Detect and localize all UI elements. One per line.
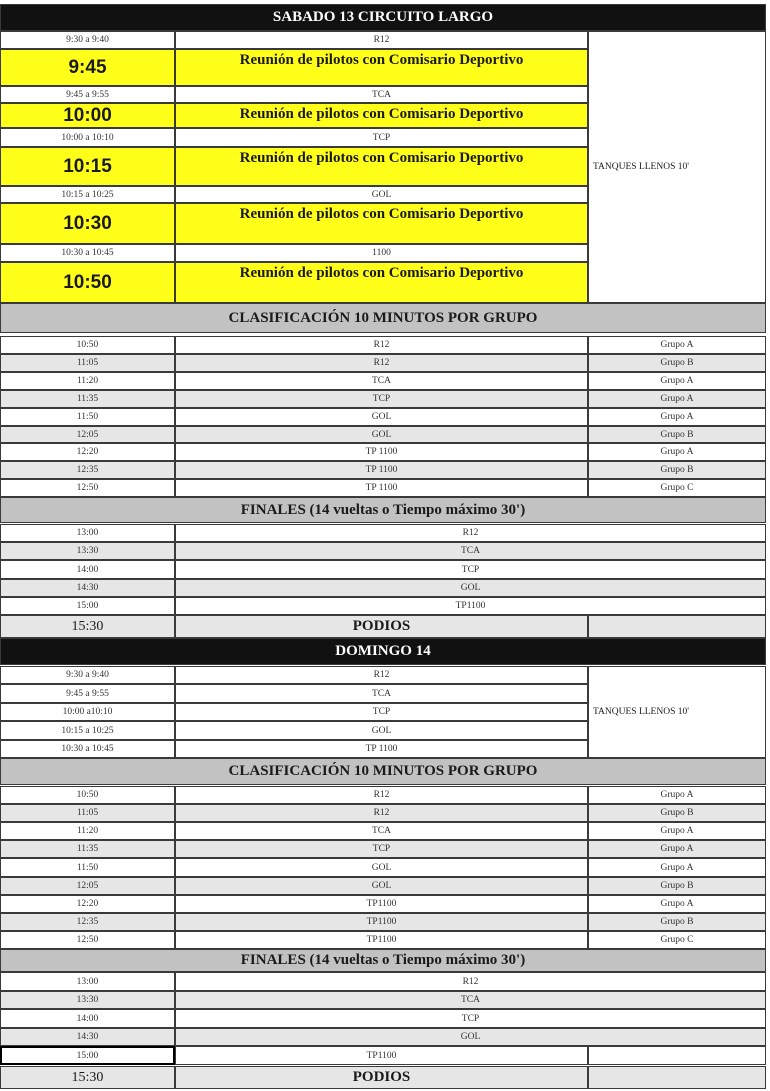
qualifying-group: Grupo A <box>588 895 766 913</box>
qualifying-group: Grupo B <box>588 426 766 443</box>
finals-category: TCP <box>175 560 766 579</box>
finals-time: 13:30 <box>0 542 175 560</box>
qualifying-category: GOL <box>175 877 588 895</box>
qualifying-group: Grupo A <box>588 840 766 858</box>
qualifying-time: 11:20 <box>0 372 175 390</box>
qualifying-group: Grupo B <box>588 354 766 372</box>
finals-header: FINALES (14 vueltas o Tiempo máximo 30') <box>0 949 766 972</box>
finals-category: GOL <box>175 1028 766 1046</box>
qualifying-time: 11:05 <box>0 354 175 372</box>
finals-category: TCA <box>175 542 766 560</box>
practice-category: R12 <box>175 31 588 49</box>
practice-time: 10:30 a 10:45 <box>0 244 175 262</box>
briefing-time: 10:50 <box>0 262 175 303</box>
practice-category: TCP <box>175 128 588 147</box>
practice-category: TCP <box>175 703 588 721</box>
briefing-label: Reunión de pilotos con Comisario Deportivo <box>175 147 588 186</box>
podium-time: 15:30 <box>0 1066 175 1089</box>
qualifying-category: GOL <box>175 426 588 443</box>
practice-time: 9:45 a 9:55 <box>0 86 175 103</box>
qualifying-group: Grupo A <box>588 336 766 354</box>
practice-time: 9:30 a 9:40 <box>0 31 175 49</box>
qualifying-time: 12:35 <box>0 913 175 931</box>
qualifying-time: 12:50 <box>0 931 175 949</box>
briefing-label: Reunión de pilotos con Comisario Deportivo <box>175 262 588 303</box>
qualifying-time: 12:20 <box>0 895 175 913</box>
finals-category: GOL <box>175 579 766 597</box>
qualifying-group: Grupo C <box>588 931 766 949</box>
qualifying-time: 12:20 <box>0 443 175 461</box>
qualifying-header: CLASIFICACIÓN 10 MINUTOS POR GRUPO <box>0 758 766 785</box>
qualifying-time: 11:05 <box>0 804 175 822</box>
qualifying-time: 11:35 <box>0 840 175 858</box>
qualifying-time: 12:35 <box>0 461 175 479</box>
qualifying-group: Grupo A <box>588 858 766 877</box>
qualifying-category: R12 <box>175 804 588 822</box>
practice-time: 9:45 a 9:55 <box>0 684 175 703</box>
podium-empty <box>588 1066 766 1089</box>
podium-label: PODIOS <box>175 1066 588 1089</box>
qualifying-group: Grupo B <box>588 804 766 822</box>
briefing-label: Reunión de pilotos con Comisario Deportivo <box>175 203 588 244</box>
finals-time: 15:00 <box>0 597 175 615</box>
podium-empty <box>588 615 766 638</box>
day-header-saturday: SABADO 13 CIRCUITO LARGO <box>0 4 766 31</box>
finals-header: FINALES (14 vueltas o Tiempo máximo 30') <box>0 497 766 523</box>
qualifying-group: Grupo B <box>588 461 766 479</box>
finals-time: 15:00 <box>0 1046 175 1065</box>
qualifying-category: GOL <box>175 858 588 877</box>
qualifying-group: Grupo A <box>588 786 766 804</box>
briefing-time: 10:00 <box>0 103 175 128</box>
practice-category: GOL <box>175 186 588 203</box>
qualifying-time: 12:05 <box>0 426 175 443</box>
qualifying-category: GOL <box>175 408 588 426</box>
qualifying-category: R12 <box>175 336 588 354</box>
finals-time: 13:00 <box>0 972 175 991</box>
qualifying-group: Grupo A <box>588 408 766 426</box>
practice-category: 1100 <box>175 244 588 262</box>
briefing-time: 9:45 <box>0 49 175 86</box>
finals-time: 14:30 <box>0 579 175 597</box>
qualifying-time: 11:50 <box>0 858 175 877</box>
finals-time: 14:30 <box>0 1028 175 1046</box>
practice-time: 10:15 a 10:25 <box>0 721 175 740</box>
qualifying-group: Grupo B <box>588 877 766 895</box>
qualifying-time: 11:20 <box>0 822 175 840</box>
podium-label: PODIOS <box>175 615 588 638</box>
qualifying-group: Grupo C <box>588 479 766 497</box>
practice-category: TCA <box>175 684 588 703</box>
finals-category: TP1100 <box>175 1046 588 1065</box>
qualifying-time: 10:50 <box>0 786 175 804</box>
briefing-time: 10:15 <box>0 147 175 186</box>
day-header-sunday: DOMINGO 14 <box>0 638 766 665</box>
qualifying-time: 10:50 <box>0 336 175 354</box>
qualifying-category: TP1100 <box>175 913 588 931</box>
tanks-note: TANQUES LLENOS 10' <box>588 31 766 303</box>
finals-time: 13:00 <box>0 524 175 542</box>
practice-category: GOL <box>175 721 588 740</box>
finals-category: R12 <box>175 972 766 991</box>
qualifying-group: Grupo A <box>588 443 766 461</box>
practice-time: 10:30 a 10:45 <box>0 740 175 758</box>
qualifying-category: TCP <box>175 390 588 408</box>
qualifying-category: TP1100 <box>175 931 588 949</box>
qualifying-category: TP 1100 <box>175 461 588 479</box>
briefing-label: Reunión de pilotos con Comisario Deportivo <box>175 49 588 86</box>
qualifying-group: Grupo A <box>588 372 766 390</box>
finals-category: TCP <box>175 1009 766 1028</box>
qualifying-category: TP 1100 <box>175 479 588 497</box>
qualifying-group: Grupo B <box>588 913 766 931</box>
finals-empty <box>588 1046 766 1065</box>
practice-category: TP 1100 <box>175 740 588 758</box>
practice-category: TCA <box>175 86 588 103</box>
qualifying-time: 12:50 <box>0 479 175 497</box>
qualifying-category: R12 <box>175 786 588 804</box>
qualifying-header: CLASIFICACIÓN 10 MINUTOS POR GRUPO <box>0 303 766 333</box>
practice-time: 10:00 a10:10 <box>0 703 175 721</box>
practice-time: 9:30 a 9:40 <box>0 666 175 684</box>
finals-time: 13:30 <box>0 991 175 1009</box>
qualifying-category: R12 <box>175 354 588 372</box>
practice-time: 10:00 a 10:10 <box>0 128 175 147</box>
briefing-label: Reunión de pilotos con Comisario Deportivo <box>175 103 588 128</box>
finals-time: 14:00 <box>0 560 175 579</box>
qualifying-category: TCA <box>175 822 588 840</box>
finals-category: R12 <box>175 524 766 542</box>
practice-category: R12 <box>175 666 588 684</box>
finals-time: 14:00 <box>0 1009 175 1028</box>
qualifying-time: 11:35 <box>0 390 175 408</box>
finals-category: TCA <box>175 991 766 1009</box>
qualifying-category: TP 1100 <box>175 443 588 461</box>
podium-time: 15:30 <box>0 615 175 638</box>
qualifying-group: Grupo A <box>588 822 766 840</box>
qualifying-group: Grupo A <box>588 390 766 408</box>
qualifying-category: TCP <box>175 840 588 858</box>
briefing-time: 10:30 <box>0 203 175 244</box>
practice-time: 10:15 a 10:25 <box>0 186 175 203</box>
qualifying-category: TP1100 <box>175 895 588 913</box>
qualifying-time: 12:05 <box>0 877 175 895</box>
qualifying-category: TCA <box>175 372 588 390</box>
finals-category: TP1100 <box>175 597 766 615</box>
tanks-note: TANQUES LLENOS 10' <box>588 666 766 758</box>
qualifying-time: 11:50 <box>0 408 175 426</box>
